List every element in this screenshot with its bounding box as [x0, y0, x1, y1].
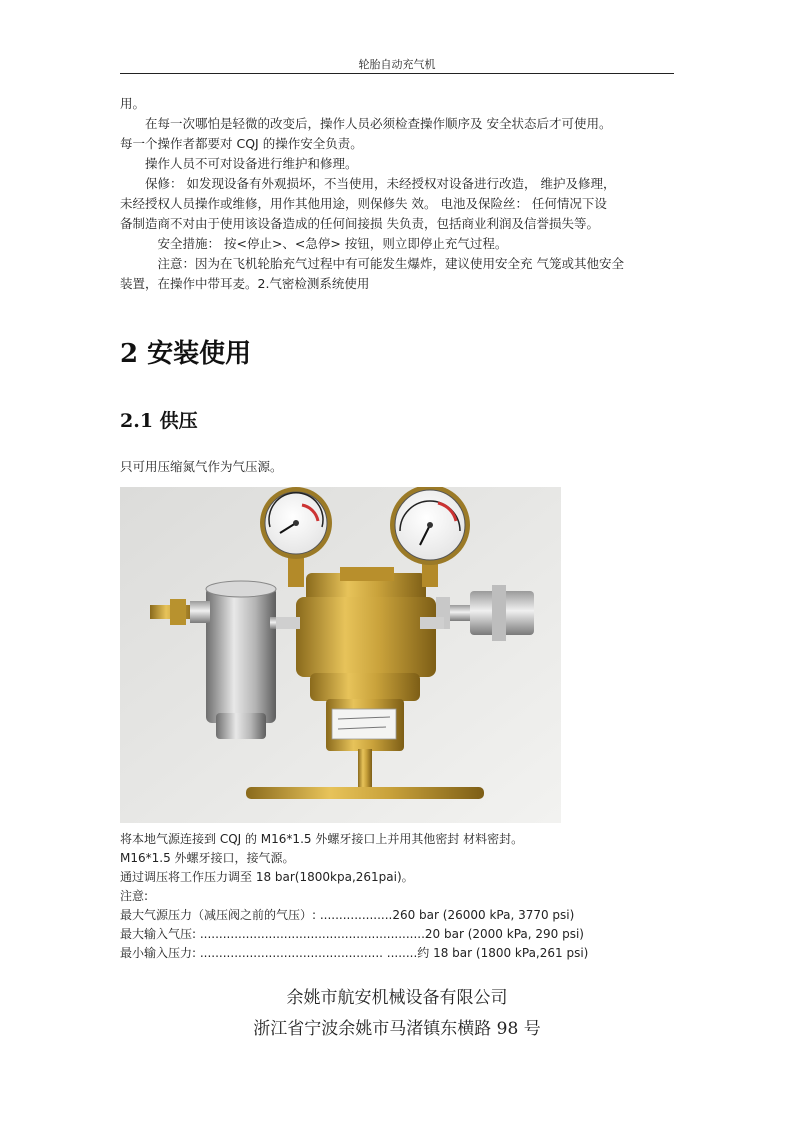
footer-address: 浙江省宁波余姚市马渚镇东横路 98 号: [253, 1019, 541, 1039]
page-header-title: 轮胎自动充气机: [358, 58, 436, 71]
spec-line-max-source: 最大气源压力（减压阀之前的气压）: ...................260 bar (26000 kPa, 3770 psi): [120, 908, 575, 922]
intro-line: 未经授权人员操作或维修，用作其他用途，则保修失 效。 电池及保险丝： 任何情况下设: [120, 196, 607, 211]
intro-line: 在每一次哪怕是轻微的改变后，操作人员必须检查操作顺序及 安全状态后才可使用。: [120, 116, 612, 131]
intro-line: 用。: [120, 96, 146, 111]
intro-line: 备制造商不对由于使用该设备造成的任何间接损 失负责，包括商业利润及信誉损失等。: [120, 216, 599, 231]
supply-instructions: [120, 830, 680, 963]
instruction-line: 将本地气源连接到 CQJ 的 M16*1.5 外螺牙接口上并用其他密封 材料密封。: [120, 832, 524, 846]
intro-line: 安全措施： 按<停止>、<急停> 按钮，则立即停止充气过程。: [120, 236, 508, 251]
instruction-line: M16*1.5 外螺牙接口，接气源。: [120, 851, 295, 865]
intro-line: 装置，在操作中带耳麦。2.气密检测系统使用: [120, 276, 370, 291]
intro-line: 操作人员不可对设备进行维护和修理。: [120, 156, 358, 171]
intro-paragraphs: [120, 94, 676, 294]
supply-lead-text: 只可用压缩氮气作为气压源。: [120, 459, 283, 474]
spec-line-min-input: 最小输入压力: ................................................ ........约 18 bar (1800 kPa,261 psi): [120, 946, 589, 960]
intro-line: 注意：因为在飞机轮胎充气过程中有可能发生爆炸，建议使用安全充 气笼或其他安全: [120, 256, 624, 271]
header-rule: [120, 73, 674, 74]
section-heading: 2 安装使用: [120, 339, 252, 369]
intro-line: 保修： 如发现设备有外观损坏，不当使用，未经授权对设备进行改造， 维护及修理，: [120, 176, 616, 191]
intro-line: 每一个操作者都要对 CQJ 的操作安全负责。: [120, 136, 363, 151]
footer-company: 余姚市航安机械设备有限公司: [286, 988, 508, 1008]
instruction-line: 注意:: [120, 889, 149, 903]
instruction-line: 通过调压将工作压力调至 18 bar(1800kpa,261pai)。: [120, 870, 414, 884]
spec-line-max-input: 最大输入气压: ...........................................................20 bar (2000 kPa, 290 psi): [120, 927, 584, 941]
pressure-regulator-photo: [120, 487, 561, 823]
subsection-heading: 2.1 供压: [120, 410, 198, 432]
